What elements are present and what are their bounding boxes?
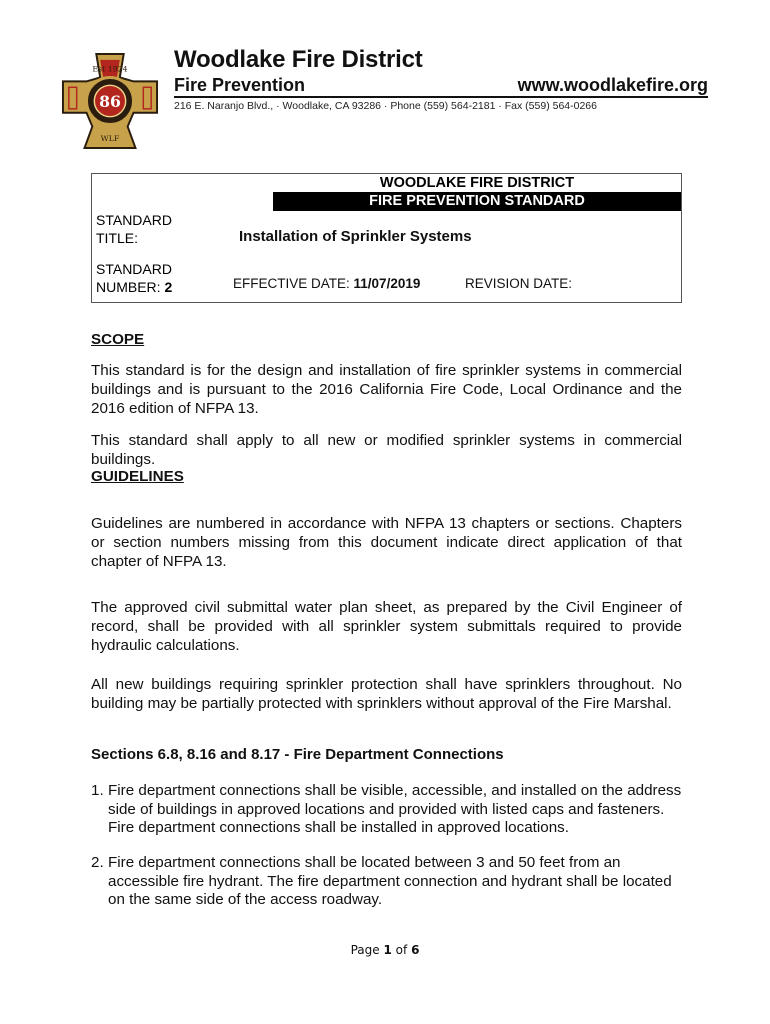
logo-top-text: Est 1924 bbox=[92, 64, 128, 74]
revision-date: REVISION DATE: bbox=[465, 276, 573, 291]
list-item: 2. Fire department connections shall be located between 3 and 50 feet from an accessible fire hydrant. The fire department connection and hydrant shall be located on the same side of the access roadway. bbox=[91, 854, 672, 908]
standard-title-label: STANDARD TITLE: bbox=[96, 212, 172, 246]
effective-date: EFFECTIVE DATE: 11/07/2019 bbox=[233, 276, 421, 291]
standard-title-value: Installation of Sprinkler Systems bbox=[239, 228, 472, 245]
standard-number-label: STANDARD NUMBER: 2 bbox=[96, 261, 173, 295]
website-link[interactable]: www.woodlakefire.org bbox=[517, 75, 708, 95]
contact-address: 216 E. Naranjo Blvd., · Woodlake, CA 93286 · Phone (559) 564-2181 · Fax (559) 564-0266 bbox=[174, 100, 597, 112]
standard-type-banner: FIRE PREVENTION STANDARD bbox=[273, 192, 681, 211]
page-number-footer: Page 1 of 6 bbox=[350, 943, 420, 957]
logo-number: 86 bbox=[99, 91, 121, 111]
guidelines-heading: GUIDELINES bbox=[91, 468, 184, 485]
district-title: Woodlake Fire District bbox=[174, 46, 423, 73]
guidelines-paragraph-3: All new buildings requiring sprinkler protection shall have sprinklers throughout. No building may be partially protected with sprinklers without approval of the Fire Marshal. bbox=[91, 676, 682, 712]
logo-bottom-text: WLF bbox=[100, 134, 120, 144]
scope-paragraph-2: This standard shall apply to all new or modified sprinkler systems in commercial buildings. bbox=[91, 432, 682, 468]
standard-number-value: 2 bbox=[164, 279, 173, 295]
header-divider bbox=[174, 96, 708, 98]
standard-info-box bbox=[91, 173, 682, 303]
fire-district-logo bbox=[61, 52, 159, 150]
list-item: 1. Fire department connections shall be visible, accessible, and installed on the address side of buildings in approved locations and provided with listed caps and fasteners. Fire department connections shall be installed in approved locations. bbox=[91, 782, 682, 836]
standard-header bbox=[273, 174, 681, 212]
scope-paragraph-1: This standard is for the design and installation of fire sprinkler systems in commercial buildings and is pursuant to the 2016 California Fire Code, Local Ordinance and the 2016 edition of NFPA 13. bbox=[91, 362, 682, 417]
guidelines-paragraph-1: Guidelines are numbered in accordance with NFPA 13 chapters or sections. Chapters or section numbers missing from this document indicate direct application of that chapter of NFPA 13. bbox=[91, 515, 682, 570]
department-subtitle: Fire Prevention bbox=[174, 75, 306, 95]
guidelines-paragraph-2: The approved civil submittal water plan sheet, as prepared by the Civil Engineer of record, shall be provided with all sprinkler system submittals required to provide hydraulic calculations. bbox=[91, 599, 682, 654]
section-heading: Sections 6.8, 8.16 and 8.17 - Fire Department Connections bbox=[91, 746, 504, 763]
standard-org: WOODLAKE FIRE DISTRICT bbox=[379, 175, 575, 191]
scope-heading: SCOPE bbox=[91, 331, 145, 348]
